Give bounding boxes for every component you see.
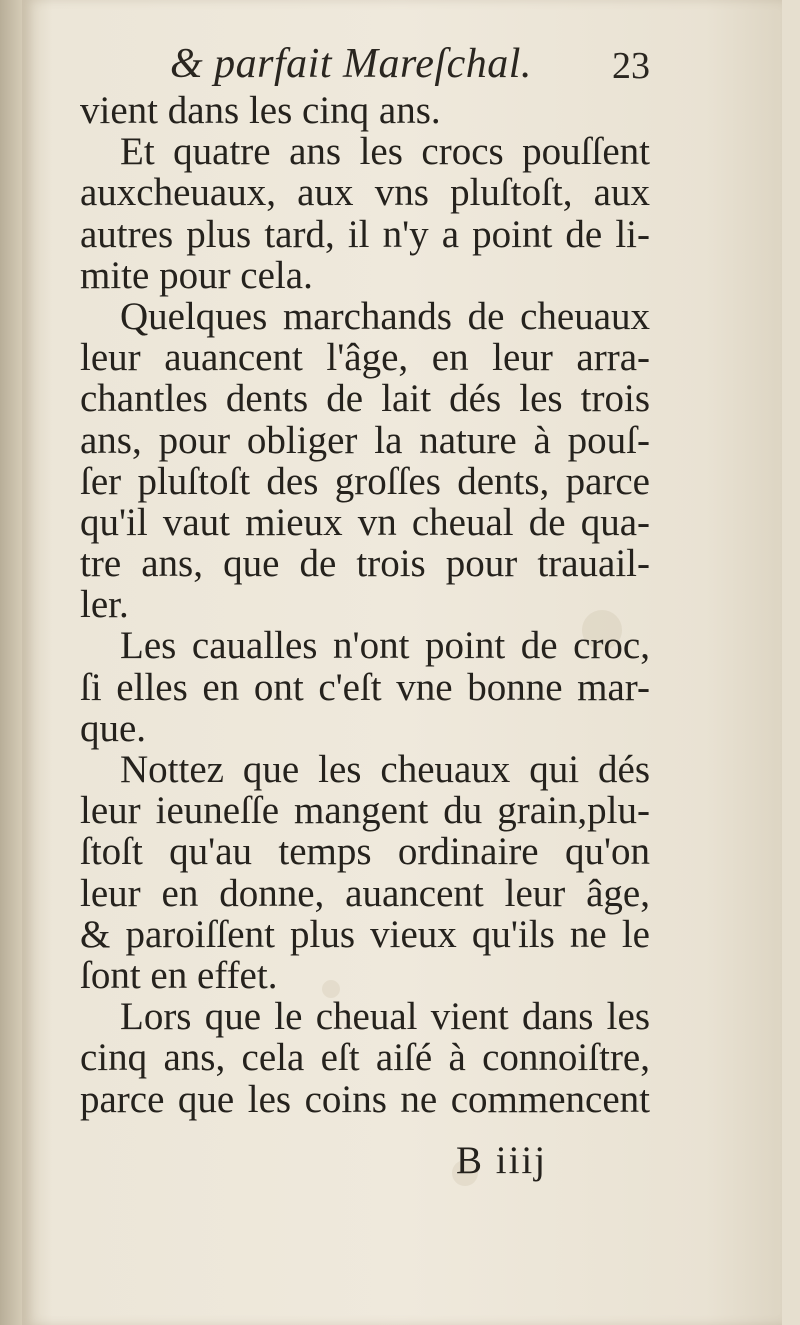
- text-line: leur en donne, auancent leur âge,: [80, 871, 650, 915]
- text-line: tre ans, que de trois pour trauail-: [80, 542, 650, 586]
- text-line: parce que les coins ne commencent: [80, 1077, 650, 1121]
- signature-mark: B iiij: [456, 1139, 548, 1182]
- text-line: & paroiſſent plus vieux qu'ils ne le: [80, 912, 650, 956]
- text-line: autres plus tard, il n'y a point de li-: [80, 212, 650, 256]
- text-line: ſer pluſtoſt des groſſes dents, parce: [80, 459, 650, 503]
- text-line: Les caualles n'ont point de croc,: [120, 624, 650, 668]
- text-line: auxcheuaux, aux vns pluſtoſt, aux: [80, 171, 650, 215]
- text-line: Quelques marchands de cheuaux: [120, 294, 650, 338]
- text-line: qu'il vaut mieux vn cheual de qua-: [80, 500, 650, 544]
- text-line: ſtoſt qu'au temps ordinaire qu'on: [80, 830, 650, 874]
- running-head-title: & parfait Mareſchal.: [170, 41, 532, 87]
- text-line: que.: [80, 706, 147, 750]
- text-line: leur ieuneſſe mangent du grain,plu-: [80, 789, 650, 833]
- running-head: [170, 40, 650, 96]
- text-line: ans, pour obliger la nature à pouſ-: [80, 418, 650, 462]
- text-line: Nottez que les cheuaux qui dés: [120, 748, 650, 791]
- text-line: ler.: [80, 583, 129, 627]
- text-line: Et quatre ans les crocs pouſſent: [120, 130, 650, 174]
- text-line: mite pour cela.: [80, 253, 313, 297]
- text-line: leur auancent l'âge, en leur arra-: [80, 336, 650, 380]
- text-line: ſont en effet.: [80, 953, 278, 997]
- page-number: 23: [612, 45, 650, 87]
- body-text: [80, 90, 650, 1120]
- text-line: Lors que le cheual vient dans les: [120, 995, 650, 1039]
- text-line: vient dans les cinq ans.: [80, 89, 441, 132]
- text-line: ſi elles en ont c'eſt vne bonne mar-: [80, 665, 650, 709]
- text-line: cinq ans, cela eſt aiſé à connoiſtre,: [80, 1036, 650, 1080]
- book-gutter: [0, 0, 22, 1325]
- text-line: chantles dents de lait dés les trois: [80, 377, 650, 421]
